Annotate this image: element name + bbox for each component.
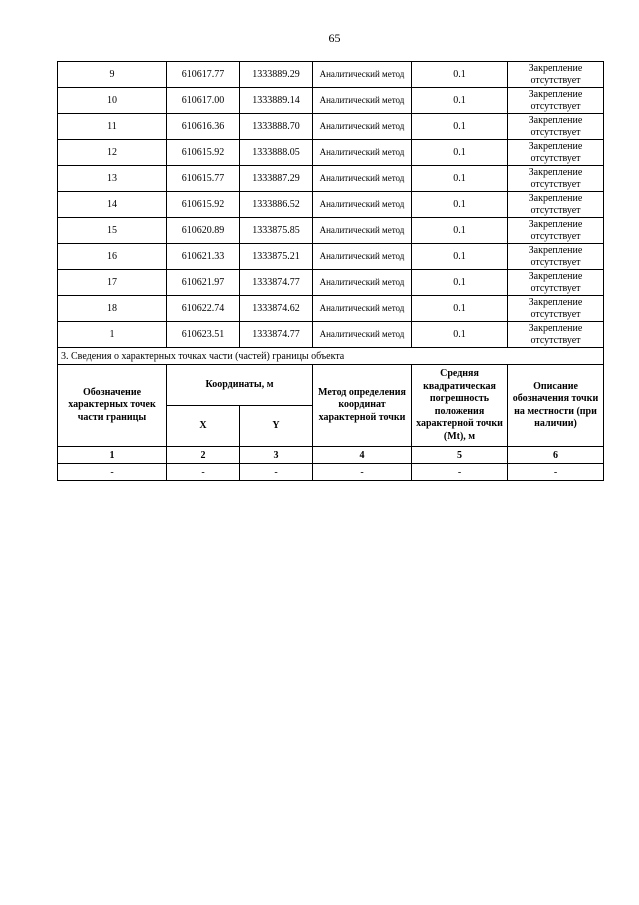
table-row <box>58 192 604 218</box>
point-number-cell: 14 <box>58 192 167 218</box>
point-number-cell: 15 <box>58 218 167 244</box>
method-cell: Аналитический метод <box>313 244 412 270</box>
table-row <box>58 166 604 192</box>
error-cell: 0.1 <box>412 322 508 348</box>
method-cell: Аналитический метод <box>313 114 412 140</box>
coord-x-cell: 610620.89 <box>167 218 240 244</box>
coord-y-cell: 1333875.85 <box>240 218 313 244</box>
coord-x-cell: 610623.51 <box>167 322 240 348</box>
method-cell: Аналитический метод <box>313 140 412 166</box>
error-cell: 0.1 <box>412 218 508 244</box>
column-number: 6 <box>508 447 604 464</box>
method-cell: Аналитический метод <box>313 270 412 296</box>
boundary-points-table <box>57 61 604 481</box>
coord-y-cell: 1333874.62 <box>240 296 313 322</box>
point-number-cell: 16 <box>58 244 167 270</box>
point-number-cell: 13 <box>58 166 167 192</box>
description-cell: Закрепление отсутствует <box>508 296 604 322</box>
header-y: Y <box>240 406 313 447</box>
method-cell: Аналитический метод <box>313 166 412 192</box>
empty-cell: - <box>508 464 604 481</box>
error-cell: 0.1 <box>412 296 508 322</box>
section-3-title: 3. Сведения о характерных точках части (частей) границы объекта <box>58 348 604 365</box>
coord-y-cell: 1333886.52 <box>240 192 313 218</box>
error-cell: 0.1 <box>412 114 508 140</box>
points-table-body <box>58 62 604 348</box>
empty-cell: - <box>313 464 412 481</box>
method-cell: Аналитический метод <box>313 88 412 114</box>
header-x: X <box>167 406 240 447</box>
point-number-cell: 18 <box>58 296 167 322</box>
coord-x-cell: 610621.33 <box>167 244 240 270</box>
empty-cell: - <box>240 464 313 481</box>
error-cell: 0.1 <box>412 244 508 270</box>
table-row <box>58 62 604 88</box>
column-number: 4 <box>313 447 412 464</box>
point-number-cell: 11 <box>58 114 167 140</box>
description-cell: Закрепление отсутствует <box>508 270 604 296</box>
table-row <box>58 88 604 114</box>
coord-x-cell: 610621.97 <box>167 270 240 296</box>
page-number: 65 <box>328 31 341 45</box>
method-cell: Аналитический метод <box>313 218 412 244</box>
coord-x-cell: 610617.00 <box>167 88 240 114</box>
coord-x-cell: 610615.77 <box>167 166 240 192</box>
method-cell: Аналитический метод <box>313 192 412 218</box>
point-number-cell: 10 <box>58 88 167 114</box>
coord-y-cell: 1333888.05 <box>240 140 313 166</box>
coord-x-cell: 610617.77 <box>167 62 240 88</box>
table-row <box>58 114 604 140</box>
empty-cell: - <box>58 464 167 481</box>
header-description: Описание обозначения точки на местности (при наличии) <box>508 365 604 447</box>
point-number-cell: 9 <box>58 62 167 88</box>
coord-x-cell: 610622.74 <box>167 296 240 322</box>
error-cell: 0.1 <box>412 62 508 88</box>
coord-y-cell: 1333874.77 <box>240 270 313 296</box>
table-row <box>58 140 604 166</box>
header-error: Средняя квадратическая погрешность положения характерной точки (Mt), м <box>412 365 508 447</box>
point-number-cell: 12 <box>58 140 167 166</box>
coord-y-cell: 1333875.21 <box>240 244 313 270</box>
header-method: Метод определения координат характерной точки <box>313 365 412 447</box>
coord-x-cell: 610615.92 <box>167 140 240 166</box>
description-cell: Закрепление отсутствует <box>508 192 604 218</box>
point-number-cell: 17 <box>58 270 167 296</box>
error-cell: 0.1 <box>412 166 508 192</box>
coord-y-cell: 1333888.70 <box>240 114 313 140</box>
coord-x-cell: 610615.92 <box>167 192 240 218</box>
header-coordinates: Координаты, м <box>167 365 313 406</box>
description-cell: Закрепление отсутствует <box>508 62 604 88</box>
coord-y-cell: 1333889.29 <box>240 62 313 88</box>
error-cell: 0.1 <box>412 88 508 114</box>
method-cell: Аналитический метод <box>313 296 412 322</box>
coord-x-cell: 610616.36 <box>167 114 240 140</box>
coord-y-cell: 1333889.14 <box>240 88 313 114</box>
column-number: 2 <box>167 447 240 464</box>
description-cell: Закрепление отсутствует <box>508 166 604 192</box>
error-cell: 0.1 <box>412 140 508 166</box>
coord-y-cell: 1333874.77 <box>240 322 313 348</box>
column-number: 1 <box>58 447 167 464</box>
coord-y-cell: 1333887.29 <box>240 166 313 192</box>
method-cell: Аналитический метод <box>313 322 412 348</box>
point-number-cell: 1 <box>58 322 167 348</box>
method-cell: Аналитический метод <box>313 62 412 88</box>
table-row <box>58 296 604 322</box>
error-cell: 0.1 <box>412 192 508 218</box>
error-cell: 0.1 <box>412 270 508 296</box>
description-cell: Закрепление отсутствует <box>508 114 604 140</box>
description-cell: Закрепление отсутствует <box>508 218 604 244</box>
description-cell: Закрепление отсутствует <box>508 322 604 348</box>
column-number: 3 <box>240 447 313 464</box>
description-cell: Закрепление отсутствует <box>508 244 604 270</box>
empty-cell: - <box>167 464 240 481</box>
table-row <box>58 270 604 296</box>
table-row <box>58 218 604 244</box>
description-cell: Закрепление отсутствует <box>508 140 604 166</box>
table-row <box>58 322 604 348</box>
header-designation: Обозначение характерных точек части границы <box>58 365 167 447</box>
empty-cell: - <box>412 464 508 481</box>
description-cell: Закрепление отсутствует <box>508 88 604 114</box>
column-number: 5 <box>412 447 508 464</box>
table-row <box>58 244 604 270</box>
